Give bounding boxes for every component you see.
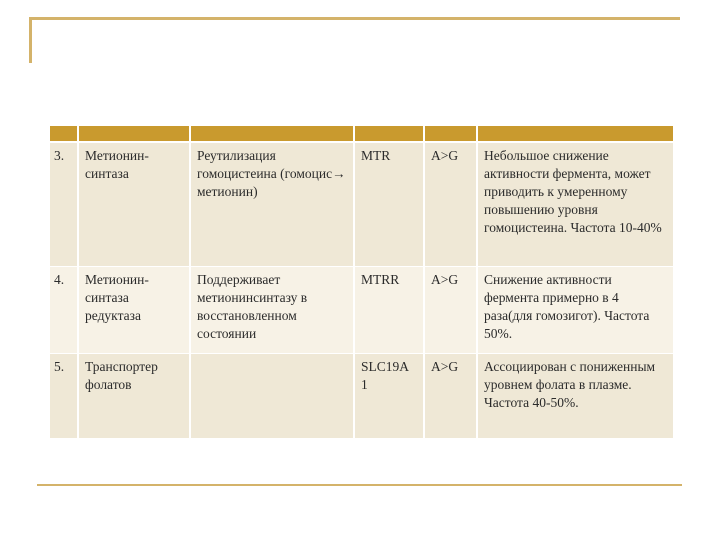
frame-left-line: [29, 17, 32, 63]
frame-top-line: [29, 17, 680, 20]
table-row: [49, 354, 674, 438]
polymorphism-cell: A>G: [424, 267, 477, 353]
gene-cell: MTRR: [354, 267, 424, 353]
gene-table-container: [48, 126, 673, 438]
enzyme-cell: Метионин-синтаза редуктаза: [78, 267, 190, 353]
effect-cell: Ассоциирован с пониженным уровнем фолата в плазме. Частота 40-50%.: [477, 354, 674, 438]
table-header-row: [49, 126, 674, 141]
effect-cell: Небольшое снижение активности фермента, может приводить к умеренному повышению уровня гомоцистеина. Частота 10-40%: [477, 143, 674, 266]
gene-polymorphism-table: [48, 126, 675, 438]
header-cell: [190, 126, 354, 141]
header-cell: [477, 126, 674, 141]
function-cell: [190, 354, 354, 438]
row-number: 5.: [49, 354, 78, 438]
row-number: 3.: [49, 143, 78, 266]
header-cell: [424, 126, 477, 141]
header-cell: [49, 126, 78, 141]
gene-cell: MTR: [354, 143, 424, 266]
effect-cell: Снижение активности фермента примерно в 4 раза(для гомозигот). Частота 50%.: [477, 267, 674, 353]
header-cell: [354, 126, 424, 141]
enzyme-cell: Транспортер фолатов: [78, 354, 190, 438]
polymorphism-cell: A>G: [424, 143, 477, 266]
table-row: [49, 267, 674, 353]
polymorphism-cell: A>G: [424, 354, 477, 438]
function-cell: Поддерживает метионинсинтазу в восстановленном состоянии: [190, 267, 354, 353]
gene-cell: SLC19A 1: [354, 354, 424, 438]
row-number: 4.: [49, 267, 78, 353]
enzyme-cell: Метионин-синтаза: [78, 143, 190, 266]
frame-bottom-line: [37, 484, 682, 486]
header-cell: [78, 126, 190, 141]
function-cell: Реутилизация гомоцистеина (гомоцис→ метионин): [190, 143, 354, 266]
table-row: [49, 143, 674, 266]
